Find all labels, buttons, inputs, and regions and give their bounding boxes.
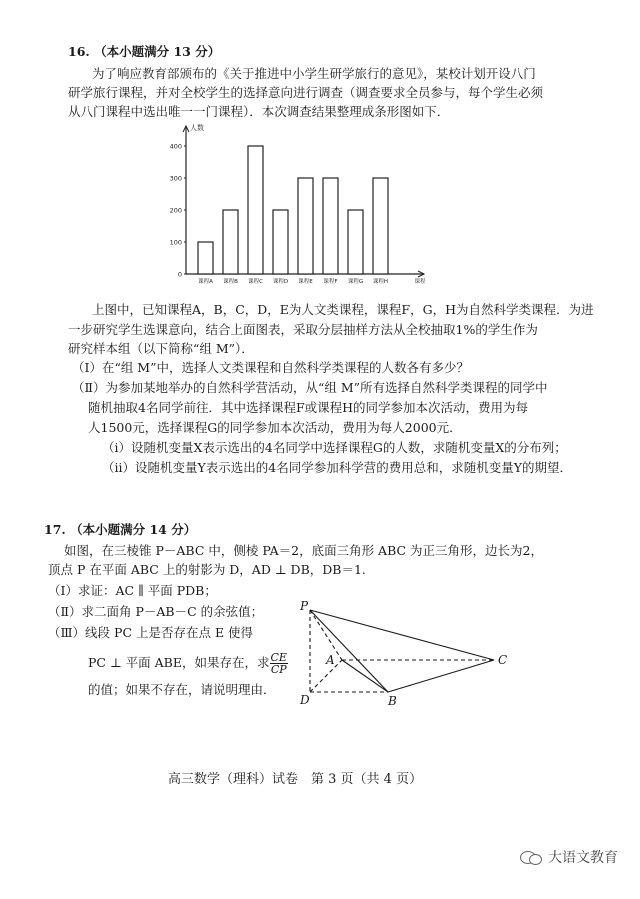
bar-课程C — [248, 146, 263, 274]
bar-课程E — [298, 178, 313, 274]
x-tick-label: 课程G — [347, 279, 364, 285]
q17-part-3-line-1: （Ⅲ）线段 PC 上是否存在点 E 使得 — [48, 625, 254, 640]
label-a: A — [326, 653, 335, 667]
q17-header: 17. （本小题满分 14 分） — [44, 522, 197, 537]
watermark — [520, 847, 618, 867]
fraction-denominator: CP — [270, 663, 287, 676]
edge-bc — [388, 660, 494, 692]
q16-intro-line-1: 为了响应教育部颁布的《关于推进中小学生研学旅行的意见》，某校计划开设八门 — [92, 66, 536, 81]
label-d: D — [300, 693, 310, 707]
edge-ab — [342, 660, 388, 692]
q17-part-2: （Ⅱ）求二面角 P－AB－C 的余弦值； — [48, 604, 264, 619]
q17-intro-line-2: 顶点 P 在平面 ABC 上的射影为 D，AD ⊥ DB，DB＝1. — [48, 562, 366, 577]
y-tick-label: 300 — [169, 174, 182, 183]
x-axis-label: 课程 — [414, 279, 426, 285]
x-tick-label: 课程E — [298, 279, 313, 285]
q16-sub-ii: （ii）设随机变量Y表示选出的4名同学参加科学营的费用总和，求随机变量Y的期望． — [102, 460, 572, 475]
bar-课程A — [198, 242, 213, 274]
page-footer: 高三数学（理科）试卷 第 3 页（共 4 页） — [168, 772, 423, 787]
q16-header: 16. （本小题满分 13 分） — [68, 44, 221, 59]
q16-part-2-line-1: （Ⅱ）为参加某地举办的自然科学营活动，从“组 M”所有选择自然科学类课程的同学中 — [72, 380, 548, 395]
q16-part-1: （Ⅰ）在“组 M”中，选择人文类课程和自然科学类课程的人数各有多少？ — [72, 360, 469, 375]
label-b: B — [388, 694, 397, 708]
bar-课程H — [373, 178, 388, 274]
label-p: P — [300, 600, 309, 613]
q17-part-3-text: PC ⊥ 平面 ABE，如果存在，求 — [88, 655, 270, 670]
x-tick-label: 课程H — [372, 279, 389, 285]
x-tick-label: 课程B — [223, 279, 238, 285]
q16-body-line-1: 上图中，已知课程A，B，C，D，E为人文类课程，课程F，G，H为自然科学类课程．为进 — [92, 302, 594, 317]
q17-part-3-line-3: 的值；如果不存在，请说明理由． — [88, 682, 276, 697]
label-c: C — [498, 653, 508, 667]
x-tick-label: 课程A — [198, 279, 213, 285]
y-tick-label: 100 — [169, 238, 182, 247]
y-axis-label: 人数 — [190, 124, 204, 132]
ce-over-cp-fraction — [270, 652, 288, 675]
q16-part-2-line-2: 随机抽取4名同学前往．其中选择课程F或课程H的同学参加本次活动，费用为每 — [88, 400, 529, 415]
watermark-text: 大语文教育 — [548, 850, 618, 866]
q16-body-line-3: 研究样本组（以下简称“组 M”）． — [68, 341, 254, 356]
q16-part-2-line-3: 人1500元，选择课程G的同学参加本次活动，费用为每人2000元． — [88, 420, 462, 435]
x-tick-label: 课程F — [323, 279, 338, 285]
bar-课程F — [323, 178, 338, 274]
bar-课程B — [223, 210, 238, 274]
q17-part-1: （Ⅰ）求证：AC ∥ 平面 PDB； — [48, 583, 217, 598]
x-tick-label: 课程D — [272, 279, 289, 285]
q16-intro-line-2: 研学旅行课程，并对全校学生的选择意向进行调查（调查要求全员参与，每个学生必须 — [68, 85, 544, 100]
q16-intro-line-3: 从八门课程中选出唯一一门课程）．本次调查结果整理成条形图如下． — [68, 104, 450, 119]
q17-part-3-line-2 — [88, 652, 288, 675]
q16-body-line-2: 一步研究学生选课意向，结合上面图表，采取分层抽样方法从全校抽取1%的学生作为 — [68, 322, 538, 337]
q16-sub-i: （i）设随机变量X表示选出的4名同学中选择课程G的人数，求随机变量X的分布列； — [102, 440, 567, 455]
pyramid-figure — [296, 600, 521, 715]
bar-课程G — [348, 210, 363, 274]
wechat-icon — [520, 849, 542, 865]
bar-课程D — [273, 210, 288, 274]
y-tick-label: 400 — [169, 142, 182, 151]
y-tick-label: 200 — [169, 206, 182, 215]
q17-intro-line-1: 如图，在三棱锥 P－ABC 中，侧棱 PA＝2，底面三角形 ABC 为正三角形，边长为2， — [64, 543, 543, 558]
course-enrollment-bar-chart — [160, 118, 430, 293]
y-tick-label: 0 — [177, 270, 182, 279]
x-tick-label: 课程C — [248, 279, 263, 285]
fraction-numerator: CE — [270, 651, 287, 664]
